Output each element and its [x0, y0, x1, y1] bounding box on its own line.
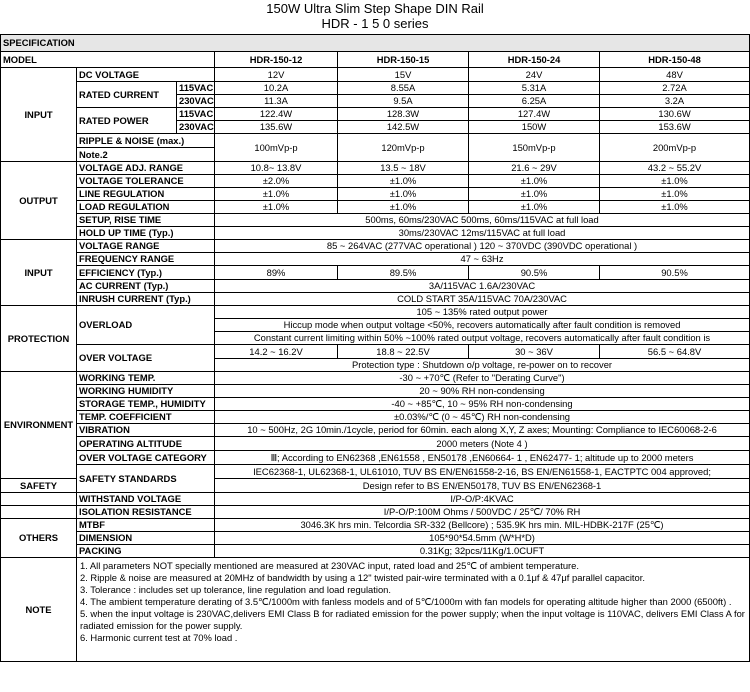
over-voltage-value: 14.2 ~ 16.2V: [215, 345, 338, 359]
rated-current-value: 8.55A: [338, 82, 469, 95]
dc-voltage-value: 12V: [215, 68, 338, 82]
adj-range-value: 43.2 ~ 55.2V: [600, 162, 750, 175]
isolation-label: ISOLATION RESISTANCE: [77, 506, 215, 519]
inrush-label: INRUSH CURRENT (Typ.): [77, 293, 215, 306]
working-temp-label: WORKING TEMP.: [77, 372, 215, 385]
isolation-row: [1, 506, 750, 519]
line-regulation-row: [1, 188, 750, 201]
line-regulation-value: ±1.0%: [215, 188, 338, 201]
efficiency-value: 90.5%: [600, 266, 750, 280]
freq-range-label: FREQUENCY RANGE: [77, 253, 215, 266]
dimension-label: DIMENSION: [77, 532, 215, 545]
rated-current-115-row: [1, 82, 750, 95]
voltage-range-value: 85 ~ 264VAC (277VAC operational ) 120 ~ 370VDC (390VDC operational ): [215, 240, 750, 253]
storage-row: [1, 398, 750, 411]
adj-range-value: 21.6 ~ 29V: [469, 162, 600, 175]
ripple-row: [1, 134, 750, 148]
safety-standards-label: SAFETY STANDARDS: [77, 465, 215, 493]
dc-voltage-value: 24V: [469, 68, 600, 82]
note-item: 2. Ripple & noise are measured at 20MHz of bandwidth by using a 12" twisted pair-wire terminated with a 0.1μf & 47μf parallel capacitor.: [80, 572, 645, 583]
dc-voltage-row: [1, 68, 750, 82]
rated-current-115-sub: 115VAC: [177, 82, 215, 95]
altitude-value: 2000 meters (Note 4 ): [215, 437, 750, 451]
efficiency-value: 89%: [215, 266, 338, 280]
holdup-label: HOLD UP TIME (Typ.): [77, 227, 215, 240]
ripple-value: 200mVp-p: [600, 134, 750, 162]
note-item: 1. All parameters NOT specially mentioned are measured at 230VAC input, rated load and 25℃ of ambient temperature.: [80, 560, 579, 571]
model-name: HDR-150-24: [469, 52, 600, 68]
rated-current-label: RATED CURRENT: [77, 82, 177, 108]
rated-current-value: 2.72A: [600, 82, 750, 95]
overload-label: OVERLOAD: [77, 306, 215, 345]
temp-coeff-label: TEMP. COEFFICIENT: [77, 411, 215, 424]
ripple-value: 120mVp-p: [338, 134, 469, 162]
ac-current-row: [1, 280, 750, 293]
freq-range-value: 47 ~ 63Hz: [215, 253, 750, 266]
setup-value: 500ms, 60ms/230VAC 500ms, 60ms/115VAC at full load: [215, 214, 750, 227]
dc-voltage-value: 15V: [338, 68, 469, 82]
efficiency-label: EFFICIENCY (Typ.): [77, 266, 215, 280]
rated-power-value: 122.4W: [215, 108, 338, 121]
withstand-row: [1, 493, 750, 506]
temp-coeff-value: ±0.03%/℃ (0 ~ 45℃) RH non-condensing: [215, 411, 750, 424]
rated-power-value: 130.6W: [600, 108, 750, 121]
working-humidity-value: 20 ~ 90% RH non-condensing: [215, 385, 750, 398]
line-regulation-label: LINE REGULATION: [77, 188, 215, 201]
vibration-value: 10 ~ 500Hz, 2G 10min./1cycle, period for 60min. each along X,Y, Z axes; Mounting: Compliance to IEC60068-2-6: [215, 424, 750, 437]
tolerance-value: ±1.0%: [469, 175, 600, 188]
over-voltage-value: 56.5 ~ 64.8V: [600, 345, 750, 359]
holdup-value: 30ms/230VAC 12ms/115VAC at full load: [215, 227, 750, 240]
over-voltage-note: Protection type : Shutdown o/p voltage, re-power on to recover: [215, 359, 750, 372]
withstand-label: WITHSTAND VOLTAGE: [77, 493, 215, 506]
overload-line: Constant current limiting within 50% ~100% rated output voltage, recovers automatically after fault condition is: [215, 332, 750, 345]
section-output: OUTPUT: [1, 162, 77, 240]
over-voltage-row: [1, 345, 750, 359]
vibration-label: VIBRATION: [77, 424, 215, 437]
ripple-note-label: Note.2: [77, 148, 215, 162]
safety-standards-line: IEC62368-1, UL62368-1, UL61010, TUV BS EN/EN61558-2-16, BS EN/EN61558-1, EACTPTC 004 approved;: [215, 465, 750, 479]
ac-current-value: 3A/115VAC 1.6A/230VAC: [215, 280, 750, 293]
section-note: NOTE: [1, 558, 77, 662]
dimension-value: 105*90*54.5mm (W*H*D): [215, 532, 750, 545]
freq-range-row: [1, 253, 750, 266]
section-input-1: INPUT: [1, 68, 77, 162]
ov-category-label: OVER VOLTAGE CATEGORY: [77, 451, 215, 465]
adj-range-value: 13.5 ~ 18V: [338, 162, 469, 175]
note-item: 6. Harmonic current test at 70% load .: [80, 632, 238, 643]
altitude-label: OPERATING ALTITUDE: [77, 437, 215, 451]
rated-power-value: 150W: [469, 121, 600, 134]
section-others: OTHERS: [1, 519, 77, 558]
rated-power-value: 135.6W: [215, 121, 338, 134]
mtbf-label: MTBF: [77, 519, 215, 532]
inrush-row: [1, 293, 750, 306]
ov-category-row: [1, 451, 750, 465]
spec-heading-row: [1, 35, 750, 52]
rated-current-value: 9.5A: [338, 95, 469, 108]
ripple-value: 150mVp-p: [469, 134, 600, 162]
tolerance-value: ±1.0%: [338, 175, 469, 188]
load-regulation-value: ±1.0%: [338, 201, 469, 214]
setup-label: SETUP, RISE TIME: [77, 214, 215, 227]
withstand-value: I/P-O/P:4KVAC: [215, 493, 750, 506]
model-name: HDR-150-15: [338, 52, 469, 68]
working-humidity-row: [1, 385, 750, 398]
ripple-label: RIPPLE & NOISE (max.): [77, 134, 215, 148]
notes-block: [77, 558, 750, 662]
note-item: 3. Tolerance : includes set up tolerance, line regulation and load regulation.: [80, 584, 391, 595]
isolation-value: I/P-O/P:100M Ohms / 500VDC / 25℃/ 70% RH: [215, 506, 750, 519]
adj-range-row: [1, 162, 750, 175]
dc-voltage-label: DC VOLTAGE: [77, 68, 215, 82]
voltage-range-row: [1, 240, 750, 253]
working-temp-value: -30 ~ +70℃ (Refer to "Derating Curve"): [215, 372, 750, 385]
rated-power-value: 142.5W: [338, 121, 469, 134]
storage-label: STORAGE TEMP., HUMIDITY: [77, 398, 215, 411]
rated-power-value: 127.4W: [469, 108, 600, 121]
overload-line: Hiccup mode when output voltage <50%, recovers automatically after fault condition is removed: [215, 319, 750, 332]
model-label: MODEL: [1, 52, 215, 68]
load-regulation-value: ±1.0%: [469, 201, 600, 214]
mtbf-value: 3046.3K hrs min. Telcordia SR-332 (Bellcore) ; 535.9K hrs min. MIL-HDBK-217F (25℃): [215, 519, 750, 532]
rated-current-value: 6.25A: [469, 95, 600, 108]
note-item: 5. when the input voltage is 230VAC,delivers EMI Class B for radiated emission for the power supply; when the input voltage is 110VAC, delivers EMI Class A for radiated emission for the power supply.: [80, 608, 745, 631]
altitude-row: [1, 437, 750, 451]
working-temp-row: [1, 372, 750, 385]
dc-voltage-value: 48V: [600, 68, 750, 82]
tolerance-label: VOLTAGE TOLERANCE: [77, 175, 215, 188]
section-safety-cont: [1, 493, 77, 506]
load-regulation-row: [1, 201, 750, 214]
over-voltage-value: 30 ~ 36V: [469, 345, 600, 359]
ripple-value: 100mVp-p: [215, 134, 338, 162]
section-environment: ENVIRONMENT: [1, 372, 77, 479]
efficiency-row: [1, 266, 750, 280]
overload-line: 105 ~ 135% rated output power: [215, 306, 750, 319]
section-safety: SAFETY: [1, 479, 77, 493]
rated-power-value: 153.6W: [600, 121, 750, 134]
voltage-range-label: VOLTAGE RANGE: [77, 240, 215, 253]
load-regulation-value: ±1.0%: [600, 201, 750, 214]
over-voltage-label: OVER VOLTAGE: [77, 345, 215, 372]
line-regulation-value: ±1.0%: [469, 188, 600, 201]
load-regulation-label: LOAD REGULATION: [77, 201, 215, 214]
dimension-row: [1, 532, 750, 545]
document-header: [0, 0, 750, 34]
load-regulation-value: ±1.0%: [215, 201, 338, 214]
section-input-2: INPUT: [1, 240, 77, 306]
line-regulation-value: ±1.0%: [600, 188, 750, 201]
tolerance-value: ±2.0%: [215, 175, 338, 188]
tolerance-value: ±1.0%: [600, 175, 750, 188]
tolerance-row: [1, 175, 750, 188]
section-protection: PROTECTION: [1, 306, 77, 372]
safety-standards-line: Design refer to BS EN/EN50178, TUV BS EN/EN62368-1: [215, 479, 750, 493]
efficiency-value: 90.5%: [469, 266, 600, 280]
inrush-value: COLD START 35A/115VAC 70A/230VAC: [215, 293, 750, 306]
setup-row: [1, 214, 750, 227]
rated-power-115-row: [1, 108, 750, 121]
mtbf-row: [1, 519, 750, 532]
rated-power-115-sub: 115VAC: [177, 108, 215, 121]
rated-power-230-sub: 230VAC: [177, 121, 215, 134]
line-regulation-value: ±1.0%: [338, 188, 469, 201]
rated-current-value: 11.3A: [215, 95, 338, 108]
safety-standards-row-1: [1, 465, 750, 479]
rated-current-value: 5.31A: [469, 82, 600, 95]
model-row: [1, 52, 750, 68]
storage-value: -40 ~ +85℃, 10 ~ 95% RH non-condensing: [215, 398, 750, 411]
rated-power-label: RATED POWER: [77, 108, 177, 134]
rated-current-230-sub: 230VAC: [177, 95, 215, 108]
working-humidity-label: WORKING HUMIDITY: [77, 385, 215, 398]
overload-row-1: [1, 306, 750, 319]
holdup-row: [1, 227, 750, 240]
document-title: 150W Ultra Slim Step Shape DIN Rail: [266, 1, 484, 16]
adj-range-label: VOLTAGE ADJ. RANGE: [77, 162, 215, 175]
spec-heading: SPECIFICATION: [1, 35, 750, 52]
temp-coeff-row: [1, 411, 750, 424]
rated-current-value: 10.2A: [215, 82, 338, 95]
rated-power-value: 128.3W: [338, 108, 469, 121]
packing-value: 0.31Kg; 32pcs/11Kg/1.0CUFT: [215, 545, 750, 558]
vibration-row: [1, 424, 750, 437]
ac-current-label: AC CURRENT (Typ.): [77, 280, 215, 293]
section-safety-cont: [1, 506, 77, 519]
adj-range-value: 10.8~ 13.8V: [215, 162, 338, 175]
model-name: HDR-150-48: [600, 52, 750, 68]
ov-category-value: Ⅲ; According to EN62368 ,EN61558 , EN50178 ,EN60664- 1 , EN62477- 1; altitude up to 2000 meters: [215, 451, 750, 465]
efficiency-value: 89.5%: [338, 266, 469, 280]
rated-current-value: 3.2A: [600, 95, 750, 108]
over-voltage-value: 18.8 ~ 22.5V: [338, 345, 469, 359]
packing-label: PACKING: [77, 545, 215, 558]
note-item: 4. The ambient temperature derating of 3.5℃/1000m with fanless models and of 5℃/1000m with fan models for operating altitude higher than 2000 (6500ft) .: [80, 596, 732, 607]
document-subtitle: HDR - 1 5 0 series: [321, 16, 429, 31]
packing-row: [1, 545, 750, 558]
spec-table: [0, 34, 750, 662]
model-name: HDR-150-12: [215, 52, 338, 68]
note-row: [1, 558, 750, 662]
